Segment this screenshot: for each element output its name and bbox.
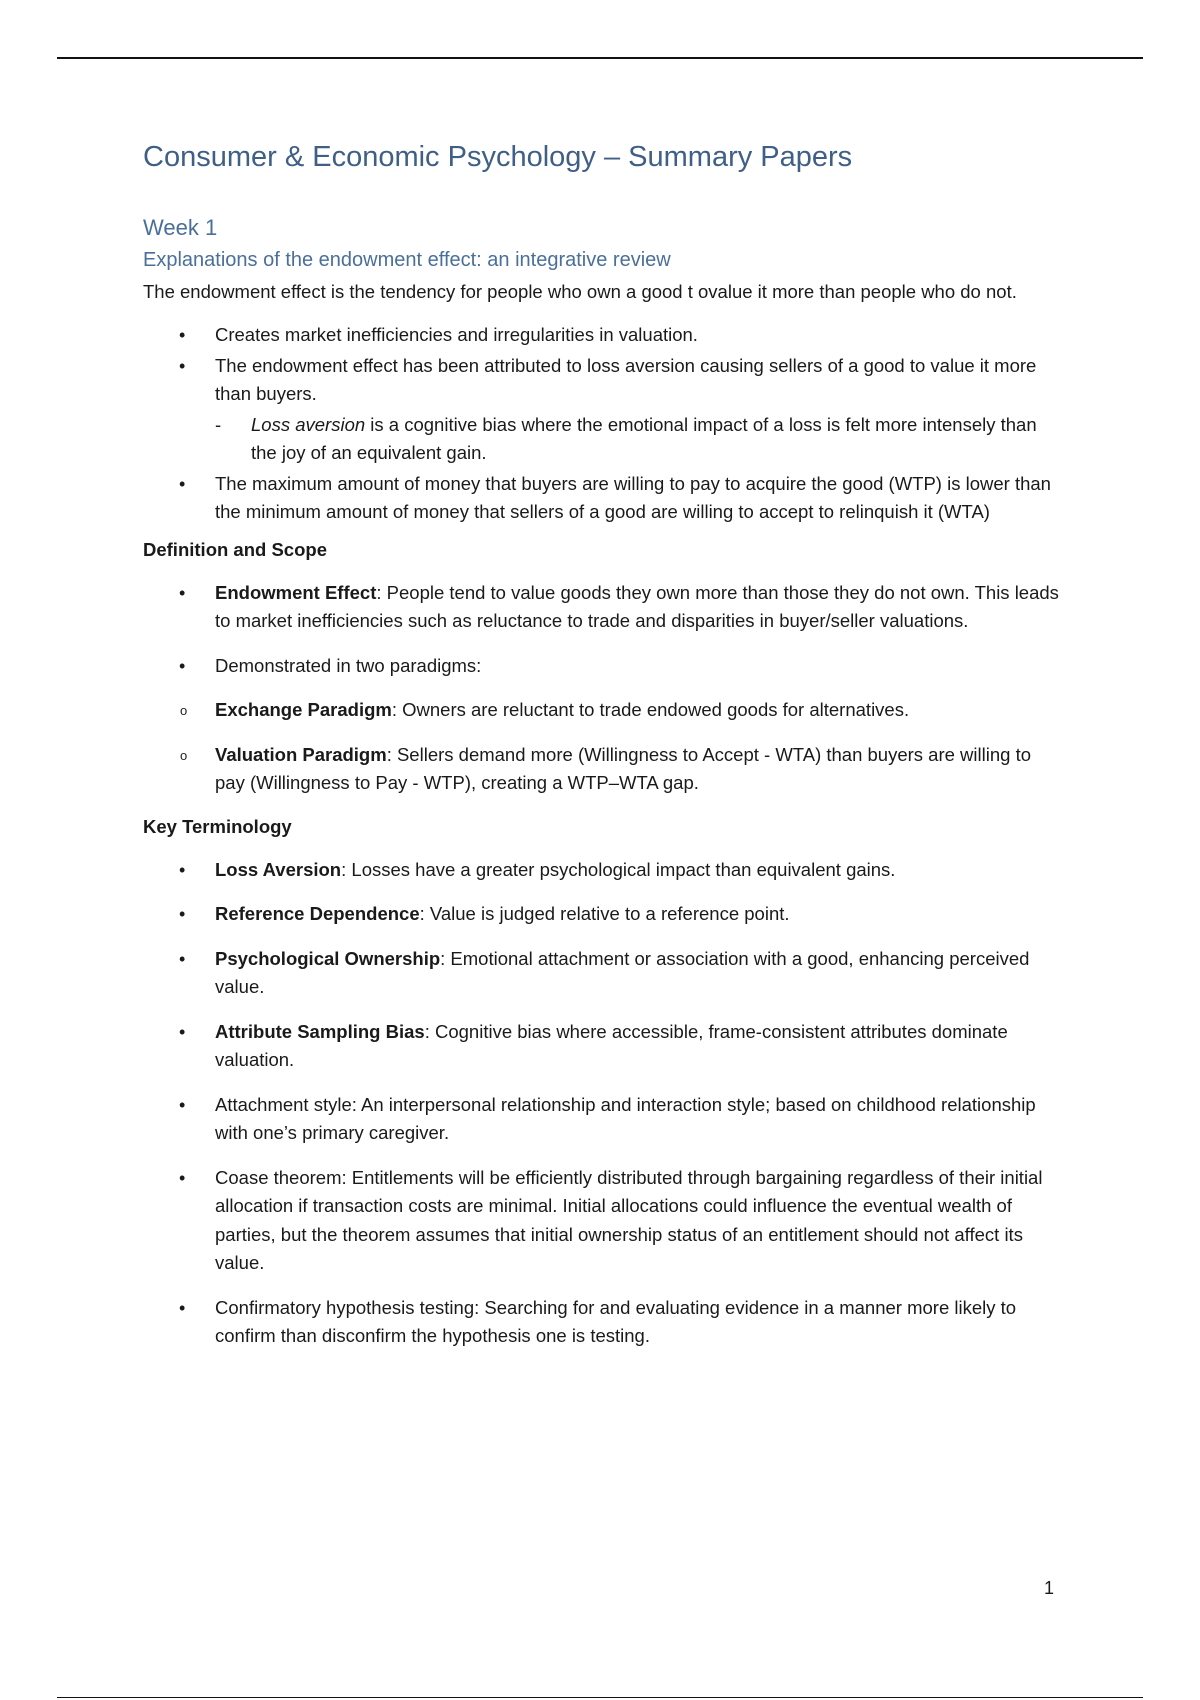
list-item <box>143 741 1063 798</box>
bullet-text: : People tend to value goods they own more than those they do not own. This leads to market inefficiencies such as reluctance to trade and disparities in buyer/seller valuations. <box>215 581 1059 632</box>
bullet-text: : Losses have a greater psychological impact than equivalent gains. <box>341 858 896 880</box>
term-psychological-ownership: Psychological Ownership <box>215 947 441 969</box>
list-item <box>143 856 1063 885</box>
bullet-text: Confirmatory hypothesis testing: Searching for and evaluating evidence in a manner more likely to confirm than disconfirm the hypothesis one is testing. <box>215 1296 1017 1347</box>
bullet-icon: • <box>179 582 186 603</box>
term-attribute-sampling-bias: Attribute Sampling Bias <box>215 1020 425 1042</box>
list-item <box>143 652 1063 798</box>
bullet-icon: • <box>179 1167 186 1188</box>
bullet-icon: • <box>179 473 186 494</box>
dash-text: is a cognitive bias where the emotional impact of a loss is felt more intensely than the joy of an equivalent gain. <box>251 413 1037 464</box>
bullet-text: : Cognitive bias where accessible, frame-consistent attributes dominate valuation. <box>215 1020 1008 1071</box>
paper-title: Explanations of the endowment effect: an integrative review <box>143 249 671 272</box>
intro-bullet-list <box>143 321 1063 527</box>
bullet-icon: • <box>179 1094 186 1115</box>
week-heading: Week 1 <box>143 214 218 240</box>
term-exchange-paradigm: Exchange Paradigm <box>215 699 392 721</box>
bullet-icon: • <box>179 859 186 880</box>
term-loss-aversion-key: Loss Aversion <box>215 858 342 880</box>
list-item <box>143 1091 1063 1148</box>
bullet-text: The maximum amount of money that buyers are willing to pay to acquire the good (WTP) is lower than the minimum amount of money that sellers of a good are willing to accept to relinquish it (WTA) <box>215 472 1051 523</box>
paradigm-sub-list <box>180 696 1063 798</box>
dash-sub-item <box>215 411 1063 468</box>
sub-text: : Sellers demand more (Willingness to Accept - WTA) than buyers are willing to pay (Willingness to Pay - WTP), creating a WTP–WTA gap. <box>215 743 1032 794</box>
page-content <box>143 140 1063 1367</box>
terminology-list <box>143 856 1063 1351</box>
circle-bullet-icon: o <box>180 703 188 719</box>
list-item <box>143 900 1063 929</box>
bullet-text: Coase theorem: Entitlements will be efficiently distributed through bargaining regardless of their initial allocation if transaction costs are minimal. Initial allocations could influence the eventual wealth of parties, but the theorem assumes that initial ownership status of an entitlement should not affect its value. <box>215 1166 1043 1274</box>
list-item <box>143 945 1063 1002</box>
intro-paragraph: The endowment effect is the tendency for people who own a good t ovalue it more than people who do not. <box>143 281 1017 303</box>
bullet-icon: • <box>179 948 186 969</box>
header-rule <box>57 57 1143 59</box>
bullet-text: : Value is judged relative to a reference point. <box>419 903 790 925</box>
term-reference-dependence: Reference Dependence <box>215 903 420 925</box>
terminology-heading: Key Terminology <box>143 815 292 837</box>
definition-heading: Definition and Scope <box>143 538 327 560</box>
bullet-text: Creates market inefficiencies and irregularities in valuation. <box>215 324 698 346</box>
list-item <box>143 1164 1063 1278</box>
list-item <box>143 696 1063 725</box>
circle-bullet-icon: o <box>180 747 188 763</box>
bullet-text: Demonstrated in two paradigms: <box>215 654 482 676</box>
bullet-text: Attachment style: An interpersonal relationship and interaction style; based on childhood relationship with one’s primary caregiver. <box>215 1093 1036 1144</box>
page-number: 1 <box>1044 1578 1055 1598</box>
term-loss-aversion: Loss aversion <box>251 413 366 435</box>
bullet-icon: • <box>179 904 186 925</box>
bullet-icon: • <box>179 655 186 676</box>
bullet-icon: • <box>179 1297 186 1318</box>
bullet-text: The endowment effect has been attributed to loss aversion causing sellers of a good to value it more than buyers. <box>215 354 1037 405</box>
document-title: Consumer & Economic Psychology – Summary Papers <box>143 141 853 173</box>
list-item <box>143 470 1063 527</box>
dash-icon: - <box>215 413 222 435</box>
list-item <box>143 1018 1063 1075</box>
list-item <box>143 579 1063 636</box>
term-valuation-paradigm: Valuation Paradigm <box>215 743 387 765</box>
definition-list <box>143 579 1063 798</box>
list-item <box>143 1294 1063 1351</box>
bullet-icon: • <box>179 355 186 376</box>
bullet-icon: • <box>179 1021 186 1042</box>
list-item <box>143 321 1063 350</box>
sub-text: : Owners are reluctant to trade endowed goods for alternatives. <box>391 699 910 721</box>
list-item <box>143 352 1063 468</box>
bullet-text: : Emotional attachment or association with a good, enhancing perceived value. <box>215 947 1030 998</box>
footer-rule <box>57 1697 1143 1698</box>
term-endowment-effect: Endowment Effect <box>215 581 377 603</box>
bullet-icon: • <box>179 325 186 346</box>
